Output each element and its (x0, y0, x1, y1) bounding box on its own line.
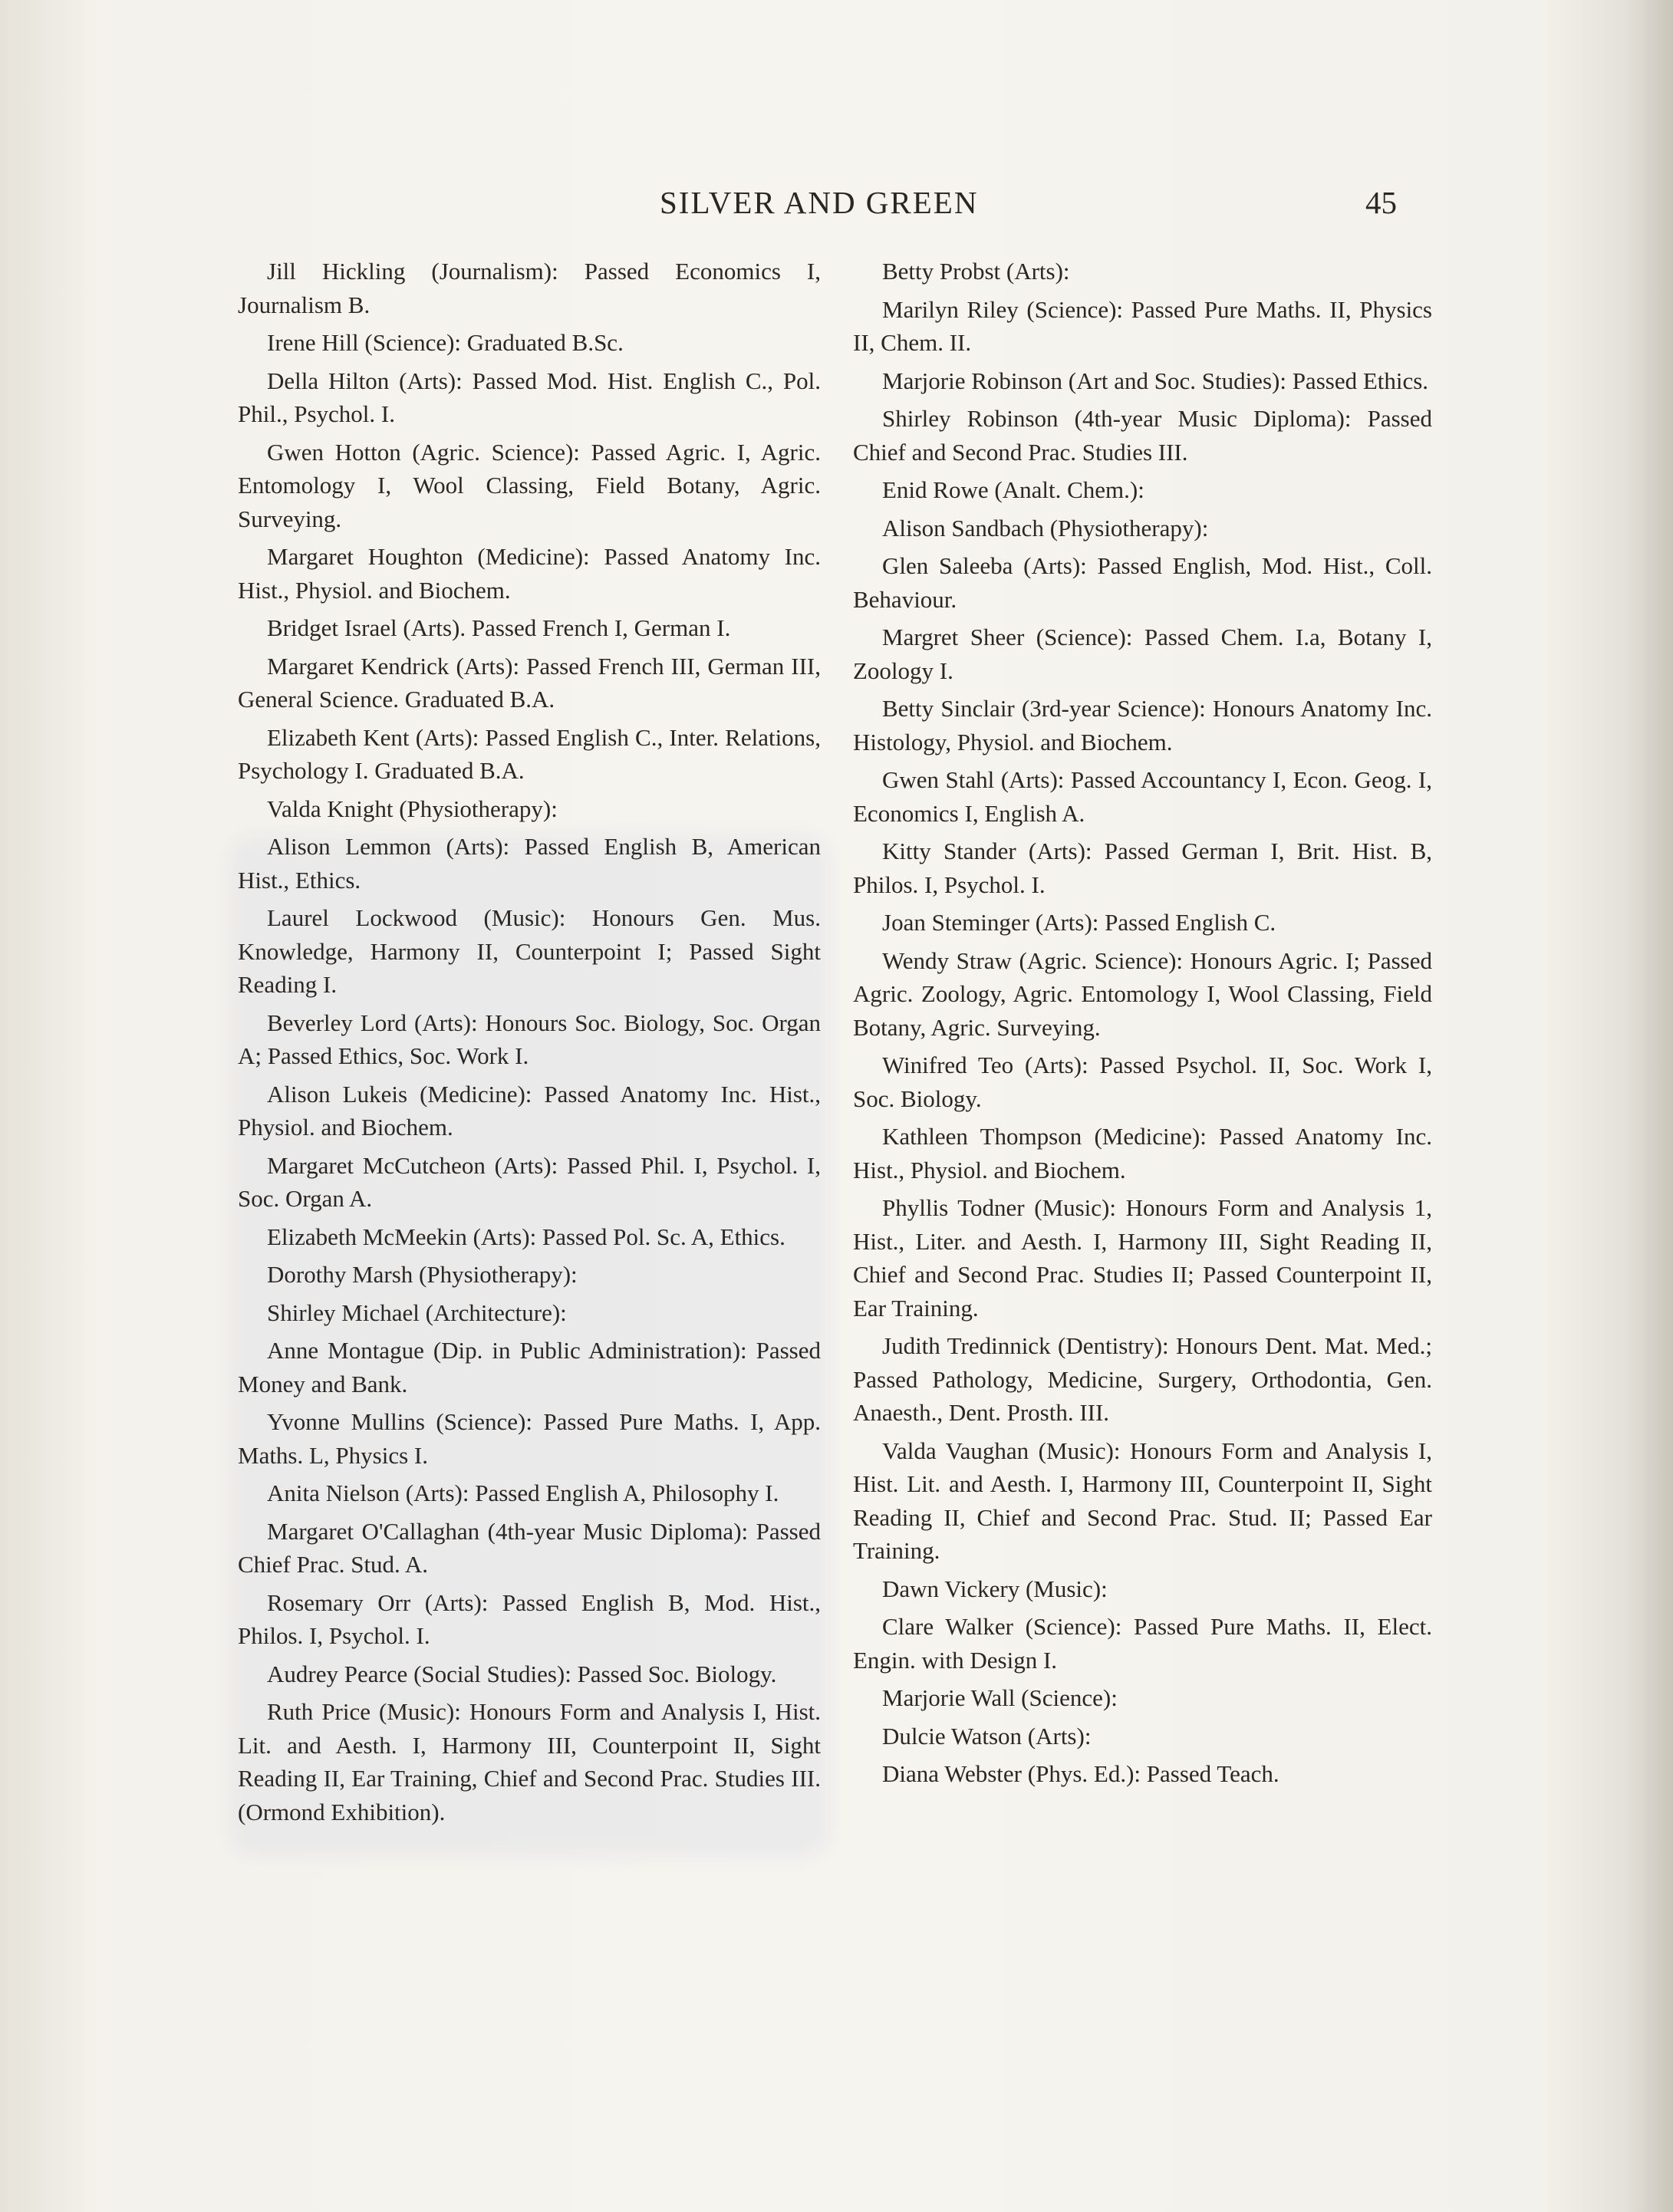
result-entry: Marjorie Wall (Science): (882, 1684, 1118, 1711)
result-entry: Shirley Robinson (4th-year Music Diploma): Passed Chief and Second Prac. Studies III. (853, 405, 1432, 466)
result-entry: Dawn Vickery (Music): (882, 1575, 1108, 1602)
result-entry: Margaret McCutcheon (Arts): Passed Phil. I, Psychol. I, Soc. Organ A. (238, 1151, 821, 1212)
result-entry: Jill Hickling (Journalism): Passed Economics I, Journalism B. (238, 258, 821, 318)
result-entry: Wendy Straw (Agric. Science): Honours Agric. I; Passed Agric. Zoology, Agric. Entomology I, Wool Classing, Field Botany, Agric. Surveying. (853, 946, 1432, 1041)
result-entry: Shirley Michael (Architecture): (267, 1299, 567, 1326)
result-entry: Enid Rowe (Analt. Chem.): (882, 476, 1144, 503)
result-entry: Diana Webster (Phys. Ed.): Passed Teach. (882, 1760, 1279, 1787)
left-column (238, 255, 821, 1833)
result-entry: Phyllis Todner (Music): Honours Form and Analysis 1, Hist., Liter. and Aesth. I, Harmony III, Sight Reading II, Chief and Second Prac. Studies II; Passed Counterpoint II, Ear Training. (853, 1194, 1432, 1322)
result-entry: Glen Saleeba (Arts): Passed English, Mod. Hist., Coll. Behaviour. (853, 552, 1432, 613)
result-entry: Gwen Stahl (Arts): Passed Accountancy I, Econ. Geog. I, Economics I, English A. (853, 766, 1432, 827)
result-entry: Anita Nielson (Arts): Passed English A, Philosophy I. (267, 1480, 779, 1506)
result-entry: Judith Tredinnick (Dentistry): Honours Dent. Mat. Med.; Passed Pathology, Medicine, Surgery, Orthodontia, Gen. Anaesth., Dent. Prosth. III. (853, 1332, 1432, 1426)
result-entry: Alison Lemmon (Arts): Passed English B, American Hist., Ethics. (238, 833, 821, 894)
result-entry: Alison Sandbach (Physiotherapy): (882, 514, 1209, 541)
result-entry: Margaret Houghton (Medicine): Passed Anatomy Inc. Hist., Physiol. and Biochem. (238, 543, 821, 604)
result-entry: Alison Lukeis (Medicine): Passed Anatomy Inc. Hist., Physiol. and Biochem. (238, 1080, 821, 1141)
result-entry: Margaret O'Callaghan (4th-year Music Diploma): Passed Chief Prac. Stud. A. (238, 1517, 821, 1578)
result-entry: Valda Knight (Physiotherapy): (267, 795, 558, 822)
result-entry: Ruth Price (Music): Honours Form and Analysis I, Hist. Lit. and Aesth. I, Harmony III, Counterpoint II, Sight Reading II, Ear Training, Chief and Second Prac. Studies III. (Ormond Exhibition). (238, 1698, 821, 1825)
result-entry: Gwen Hotton (Agric. Science): Passed Agric. I, Agric. Entomology I, Wool Classing, Field Botany, Agric. Surveying. (238, 438, 821, 532)
result-entry: Elizabeth McMeekin (Arts): Passed Pol. Sc. A, Ethics. (267, 1223, 785, 1250)
result-entry: Margret Sheer (Science): Passed Chem. I.a, Botany I, Zoology I. (853, 624, 1432, 684)
result-entry: Betty Sinclair (3rd-year Science): Honours Anatomy Inc. Histology, Physiol. and Biochem. (853, 695, 1432, 755)
result-entry: Marjorie Robinson (Art and Soc. Studies): Passed Ethics. (882, 367, 1429, 394)
result-entry: Joan Steminger (Arts): Passed English C. (882, 909, 1276, 936)
result-entry: Rosemary Orr (Arts): Passed English B, Mod. Hist., Philos. I, Psychol. I. (238, 1588, 821, 1649)
result-entry: Kathleen Thompson (Medicine): Passed Anatomy Inc. Hist., Physiol. and Biochem. (853, 1123, 1432, 1183)
result-entry: Della Hilton (Arts): Passed Mod. Hist. English C., Pol. Phil., Psychol. I. (238, 367, 821, 427)
result-entry: Betty Probst (Arts): (882, 258, 1070, 285)
result-entry: Bridget Israel (Arts). Passed French I, German I. (267, 614, 731, 641)
result-entry: Irene Hill (Science): Graduated B.Sc. (267, 329, 624, 356)
result-entry: Yvonne Mullins (Science): Passed Pure Maths. I, App. Maths. L, Physics I. (238, 1408, 821, 1469)
result-entry: Elizabeth Kent (Arts): Passed English C., Inter. Relations, Psychology I. Graduated B.A. (238, 723, 821, 784)
page-edge-shadow (1626, 0, 1673, 2212)
result-entry: Margaret Kendrick (Arts): Passed French III, German III, General Science. Graduated B.A. (238, 652, 821, 713)
running-title: SILVER AND GREEN (660, 185, 979, 220)
result-entry: Audrey Pearce (Social Studies): Passed Soc. Biology. (267, 1660, 777, 1687)
result-entry: Dulcie Watson (Arts): (882, 1722, 1092, 1750)
page-header (0, 184, 1673, 230)
right-column (853, 255, 1432, 1796)
result-entry: Clare Walker (Science): Passed Pure Maths. II, Elect. Engin. with Design I. (853, 1613, 1432, 1674)
result-entry: Laurel Lockwood (Music): Honours Gen. Mus. Knowledge, Harmony II, Counterpoint I; Passed Sight Reading I. (238, 904, 821, 998)
result-entry: Dorothy Marsh (Physiotherapy): (267, 1261, 578, 1288)
result-entry: Valda Vaughan (Music): Honours Form and Analysis I, Hist. Lit. and Aesth. I, Harmony III, Counterpoint II, Sight Reading II, Chief and Second Prac. Stud. II; Passed Ear Training. (853, 1437, 1432, 1564)
result-entry: Winifred Teo (Arts): Passed Psychol. II, Soc. Work I, Soc. Biology. (853, 1052, 1432, 1112)
result-entry: Anne Montague (Dip. in Public Administration): Passed Money and Bank. (238, 1337, 821, 1397)
result-entry: Beverley Lord (Arts): Honours Soc. Biology, Soc. Organ A; Passed Ethics, Soc. Work I. (238, 1009, 821, 1069)
page-number: 45 (1365, 185, 1397, 220)
result-entry: Kitty Stander (Arts): Passed German I, Brit. Hist. B, Philos. I, Psychol. I. (853, 838, 1432, 898)
result-entry: Marilyn Riley (Science): Passed Pure Maths. II, Physics II, Chem. II. (853, 295, 1432, 356)
